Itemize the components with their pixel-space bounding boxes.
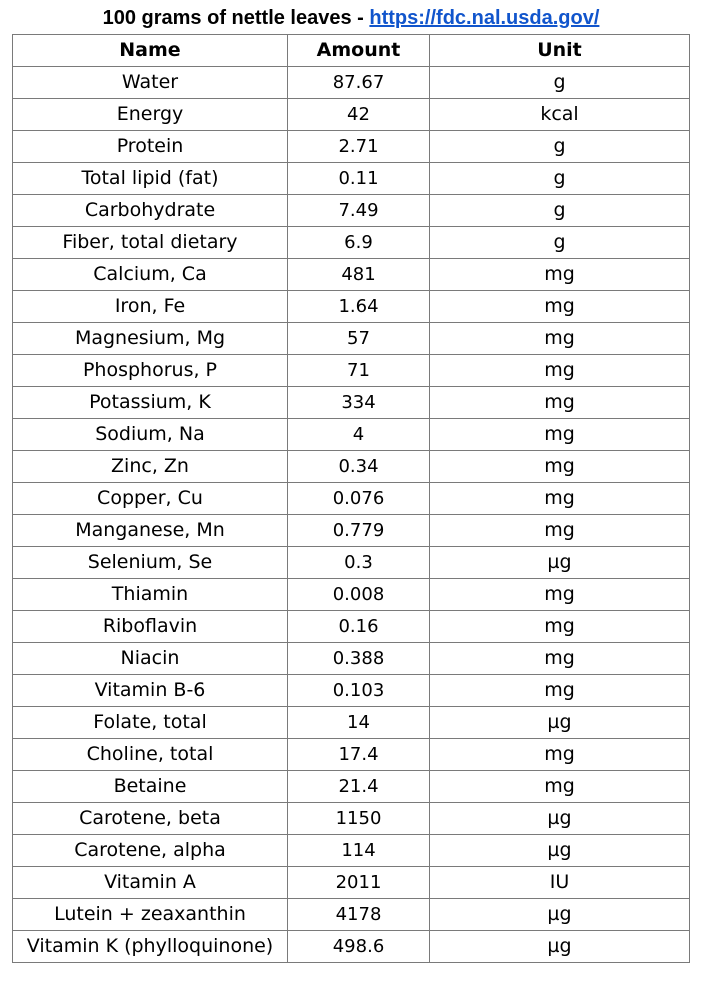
table-row — [13, 355, 690, 387]
cell-amount: 334 — [288, 387, 430, 419]
cell-unit: g — [430, 195, 690, 227]
cell-amount: 21.4 — [288, 771, 430, 803]
cell-name: Protein — [13, 131, 288, 163]
cell-amount: 0.34 — [288, 451, 430, 483]
cell-amount: 1.64 — [288, 291, 430, 323]
cell-amount: 2011 — [288, 867, 430, 899]
table-row — [13, 675, 690, 707]
cell-name: Vitamin K (phylloquinone) — [13, 931, 288, 963]
table-row — [13, 419, 690, 451]
nutrition-table — [12, 34, 690, 963]
table-row — [13, 227, 690, 259]
table-row — [13, 931, 690, 963]
cell-unit: µg — [430, 707, 690, 739]
cell-name: Manganese, Mn — [13, 515, 288, 547]
cell-amount: 4 — [288, 419, 430, 451]
table-row — [13, 611, 690, 643]
cell-unit: kcal — [430, 99, 690, 131]
cell-name: Riboflavin — [13, 611, 288, 643]
table-row — [13, 515, 690, 547]
cell-name: Carbohydrate — [13, 195, 288, 227]
title-text: 100 grams of nettle leaves - — [102, 7, 370, 29]
cell-amount: 57 — [288, 323, 430, 355]
table-row — [13, 323, 690, 355]
cell-unit: mg — [430, 451, 690, 483]
cell-name: Vitamin A — [13, 867, 288, 899]
cell-unit: mg — [430, 323, 690, 355]
cell-unit: mg — [430, 355, 690, 387]
cell-name: Sodium, Na — [13, 419, 288, 451]
cell-amount: 114 — [288, 835, 430, 867]
cell-amount: 6.9 — [288, 227, 430, 259]
cell-unit: µg — [430, 931, 690, 963]
table-row — [13, 195, 690, 227]
table-row — [13, 99, 690, 131]
cell-amount: 0.779 — [288, 515, 430, 547]
cell-amount: 14 — [288, 707, 430, 739]
table-row — [13, 547, 690, 579]
table-row — [13, 163, 690, 195]
cell-amount: 2.71 — [288, 131, 430, 163]
column-header-unit: Unit — [430, 35, 690, 67]
cell-unit: µg — [430, 547, 690, 579]
cell-unit: µg — [430, 835, 690, 867]
cell-name: Carotene, beta — [13, 803, 288, 835]
cell-name: Magnesium, Mg — [13, 323, 288, 355]
cell-amount: 0.076 — [288, 483, 430, 515]
cell-name: Zinc, Zn — [13, 451, 288, 483]
header-row — [13, 35, 690, 67]
cell-name: Phosphorus, P — [13, 355, 288, 387]
cell-name: Vitamin B-6 — [13, 675, 288, 707]
table-row — [13, 259, 690, 291]
cell-name: Selenium, Se — [13, 547, 288, 579]
cell-unit: µg — [430, 899, 690, 931]
cell-unit: g — [430, 163, 690, 195]
cell-name: Copper, Cu — [13, 483, 288, 515]
cell-amount: 0.11 — [288, 163, 430, 195]
cell-amount: 1150 — [288, 803, 430, 835]
cell-name: Total lipid (fat) — [13, 163, 288, 195]
cell-unit: mg — [430, 387, 690, 419]
cell-name: Calcium, Ca — [13, 259, 288, 291]
table-row — [13, 835, 690, 867]
cell-unit: mg — [430, 611, 690, 643]
cell-unit: mg — [430, 515, 690, 547]
cell-unit: mg — [430, 259, 690, 291]
table-row — [13, 131, 690, 163]
cell-amount: 0.008 — [288, 579, 430, 611]
column-header-amount: Amount — [288, 35, 430, 67]
cell-unit: mg — [430, 739, 690, 771]
cell-unit: mg — [430, 291, 690, 323]
cell-unit: mg — [430, 579, 690, 611]
cell-name: Folate, total — [13, 707, 288, 739]
page-title — [0, 4, 702, 32]
cell-unit: µg — [430, 803, 690, 835]
cell-amount: 42 — [288, 99, 430, 131]
cell-name: Water — [13, 67, 288, 99]
column-header-name: Name — [13, 35, 288, 67]
table-row — [13, 579, 690, 611]
table-row — [13, 387, 690, 419]
table-row — [13, 803, 690, 835]
cell-unit: g — [430, 67, 690, 99]
cell-name: Thiamin — [13, 579, 288, 611]
cell-amount: 0.3 — [288, 547, 430, 579]
table-body — [13, 67, 690, 963]
cell-unit: mg — [430, 419, 690, 451]
table-row — [13, 67, 690, 99]
cell-amount: 4178 — [288, 899, 430, 931]
cell-name: Lutein + zeaxanthin — [13, 899, 288, 931]
cell-amount: 7.49 — [288, 195, 430, 227]
table-row — [13, 451, 690, 483]
cell-amount: 0.103 — [288, 675, 430, 707]
cell-unit: mg — [430, 675, 690, 707]
cell-name: Energy — [13, 99, 288, 131]
table-row — [13, 867, 690, 899]
cell-amount: 0.388 — [288, 643, 430, 675]
cell-name: Carotene, alpha — [13, 835, 288, 867]
table-row — [13, 771, 690, 803]
cell-amount: 71 — [288, 355, 430, 387]
cell-name: Choline, total — [13, 739, 288, 771]
table-row — [13, 291, 690, 323]
table-row — [13, 739, 690, 771]
cell-name: Fiber, total dietary — [13, 227, 288, 259]
table-row — [13, 483, 690, 515]
table-header — [13, 35, 690, 67]
cell-name: Potassium, K — [13, 387, 288, 419]
cell-unit: mg — [430, 643, 690, 675]
cell-name: Niacin — [13, 643, 288, 675]
source-link[interactable]: https://fdc.nal.usda.gov/ — [369, 7, 600, 29]
cell-unit: g — [430, 131, 690, 163]
cell-name: Betaine — [13, 771, 288, 803]
table-row — [13, 899, 690, 931]
cell-unit: mg — [430, 771, 690, 803]
cell-unit: IU — [430, 867, 690, 899]
cell-name: Iron, Fe — [13, 291, 288, 323]
cell-unit: mg — [430, 483, 690, 515]
table-row — [13, 643, 690, 675]
cell-unit: g — [430, 227, 690, 259]
cell-amount: 0.16 — [288, 611, 430, 643]
table-row — [13, 707, 690, 739]
cell-amount: 481 — [288, 259, 430, 291]
cell-amount: 498.6 — [288, 931, 430, 963]
cell-amount: 17.4 — [288, 739, 430, 771]
cell-amount: 87.67 — [288, 67, 430, 99]
